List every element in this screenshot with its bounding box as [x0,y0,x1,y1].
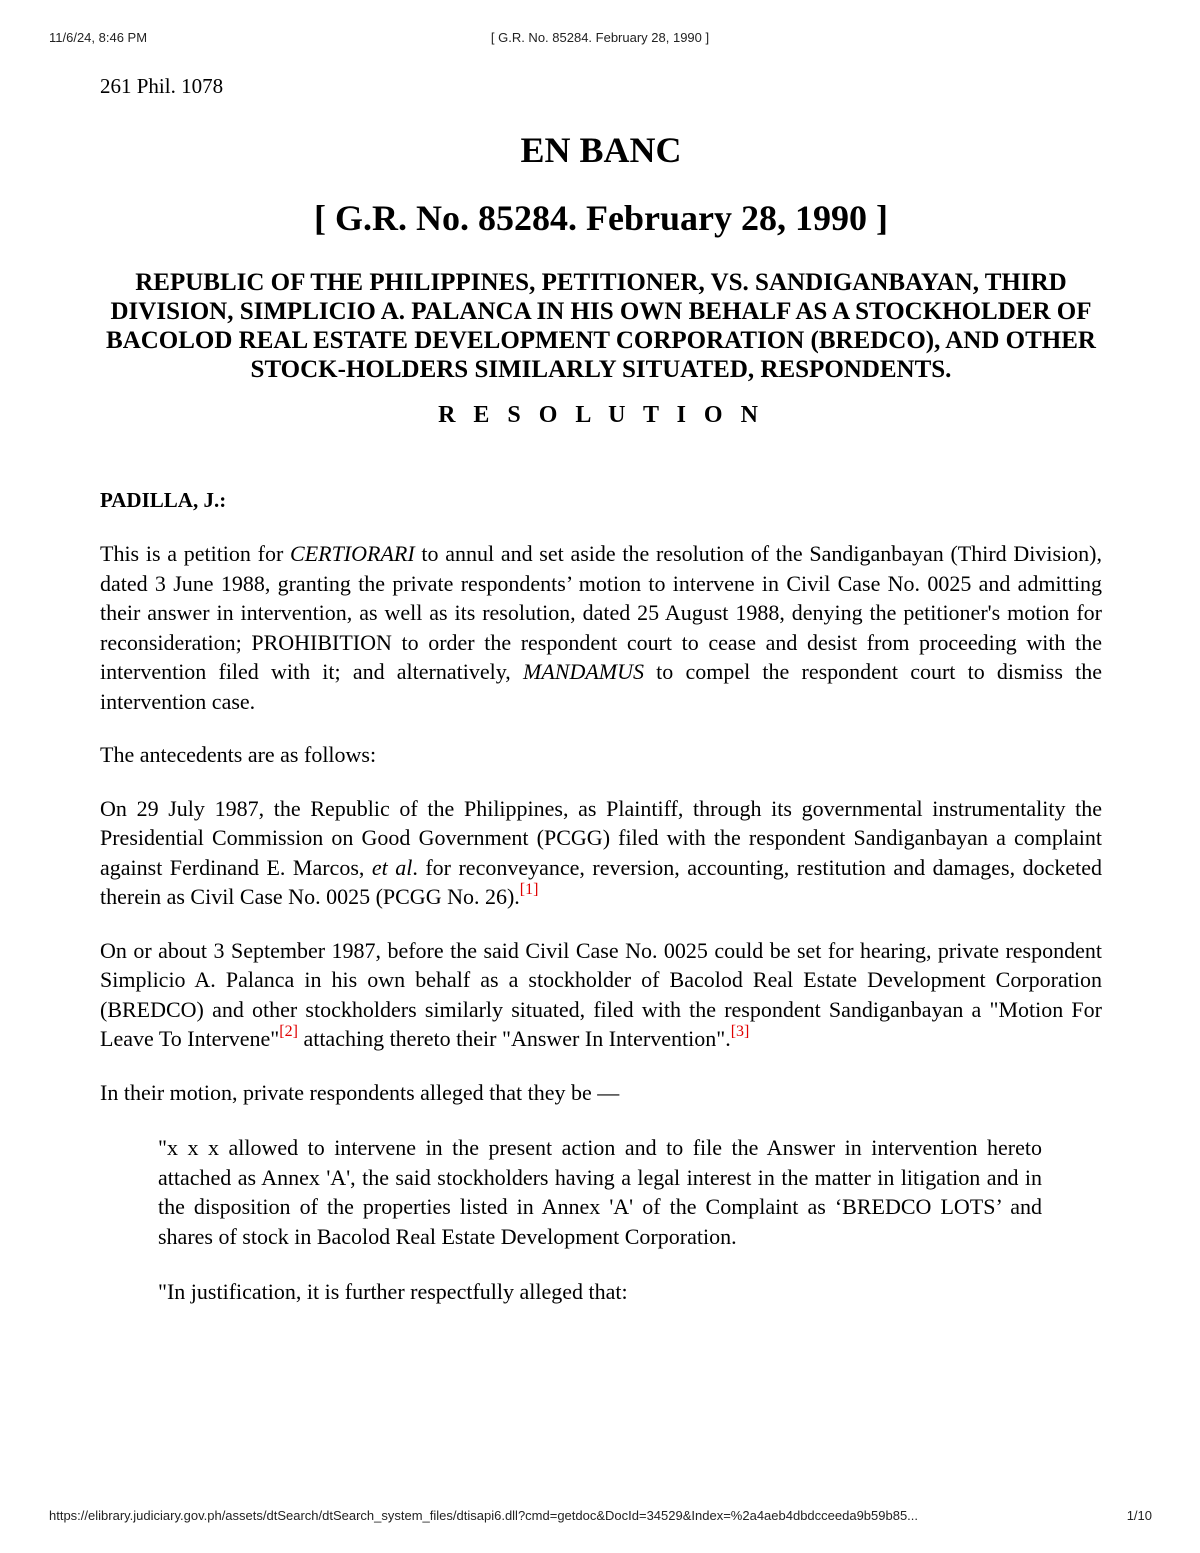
paragraph-complaint: On 29 July 1987, the Republic of the Philippines, as Plaintiff, through its governmental instrumentality the Presidential Commission on Good Government (PCGG) filed with the respondent Sandiganbayan a complaint against Ferdinand E. Marcos, et al. for reconveyance, reversion, accounting, restitution and damages, docketed therein as Civil Case No. 0025 (PCGG No. 26).[1] [100,795,1103,909]
print-page-title: [ G.R. No. 85284. February 28, 1990 ] [490,30,710,45]
emphasis-mandamus: MANDAMUS [523,659,644,684]
block-quote-2: "In justification, it is further respectfully alleged that: [158,1279,628,1304]
document-body [100,72,1102,1307]
print-timestamp: 11/6/24, 8:46 PM [49,30,148,45]
case-number-heading: [ G.R. No. 85284. February 28, 1990 ] [314,198,888,238]
case-caption: REPUBLIC OF THE PHILIPPINES, PETITIONER, VS. SANDIGANBAYAN, THIRD DIVISION, SIMPLICIO A. PALANCA IN HIS OWN BEHALF AS A STOCKHOLDER OF BACOLOD REAL ESTATE DEVELOPMENT CORPORATION (BREDCO), AND OTHER STOCK-HOLDERS SIMILARLY SITUATED, RESPONDENTS. [106,269,1096,383]
paragraph-allegation: In their motion, private respondents alleged that they be — [100,1079,620,1105]
emphasis-et-al: et al [371,854,413,880]
ponente: PADILLA, J.: [100,488,227,512]
paragraph-antecedents: The antecedents are as follows: [100,742,377,767]
footnote-link-1[interactable]: [1] [519,881,539,898]
document-type: R E S O L U T I O N [438,402,764,428]
page-number: 1/10 [1126,1508,1152,1523]
citation: 261 Phil. 1078 [100,74,224,98]
footnote-link-2[interactable]: [2] [279,1023,298,1040]
block-quote-1: "x x x allowed to intervene in the present action and to file the Answer in intervention hereto attached as Annex 'A', the said stockholders having a legal interest in the matter in litigation and in the disposition of the properties listed in Annex 'A' of the Complaint as ‘BREDCO LOTS’ and shares of stock in Bacolod Real Estate Development Corporation. [158,1135,1042,1249]
paragraph-petition: This is a petition for CERTIORARI to annul and set aside the resolution of the Sandiganbayan (Third Division), dated 3 June 1988, granting the private respondents’ motion to intervene in Civil Case No. 0025 and admitting their answer in intervention, as well as its resolution, dated 25 August 1988, denying the petitioner's motion for reconsideration; PROHIBITION to order the respondent court to cease and desist from proceeding with the intervention filed with it; and alternatively, MANDAMUS to compel the respondent court to dismiss the intervention case. [100,541,1102,714]
print-url: https://elibrary.judiciary.gov.ph/assets/dtSearch/dtSearch_system_files/dtisapi6.dll?cmd=getdoc&DocId=34529&Index=%2a4aeb4dbdcceeda9b59b85... [49,1508,919,1523]
footnote-link-3[interactable]: [3] [730,1023,750,1040]
division-heading: EN BANC [520,130,682,170]
emphasis-certiorari: CERTIORARI [290,541,415,566]
paragraph-motion: On or about 3 September 1987, before the said Civil Case No. 0025 could be set for hearing, private respondent Simplicio A. Palanca in his own behalf as a stockholder of Bacolod Real Estate Development Corporation (BREDCO) and other stockholders similarly situated, filed with the respondent Sandiganbayan a "Motion For Leave To Intervene"[2] attaching thereto their "Answer In Intervention".[3] [100,937,1102,1051]
